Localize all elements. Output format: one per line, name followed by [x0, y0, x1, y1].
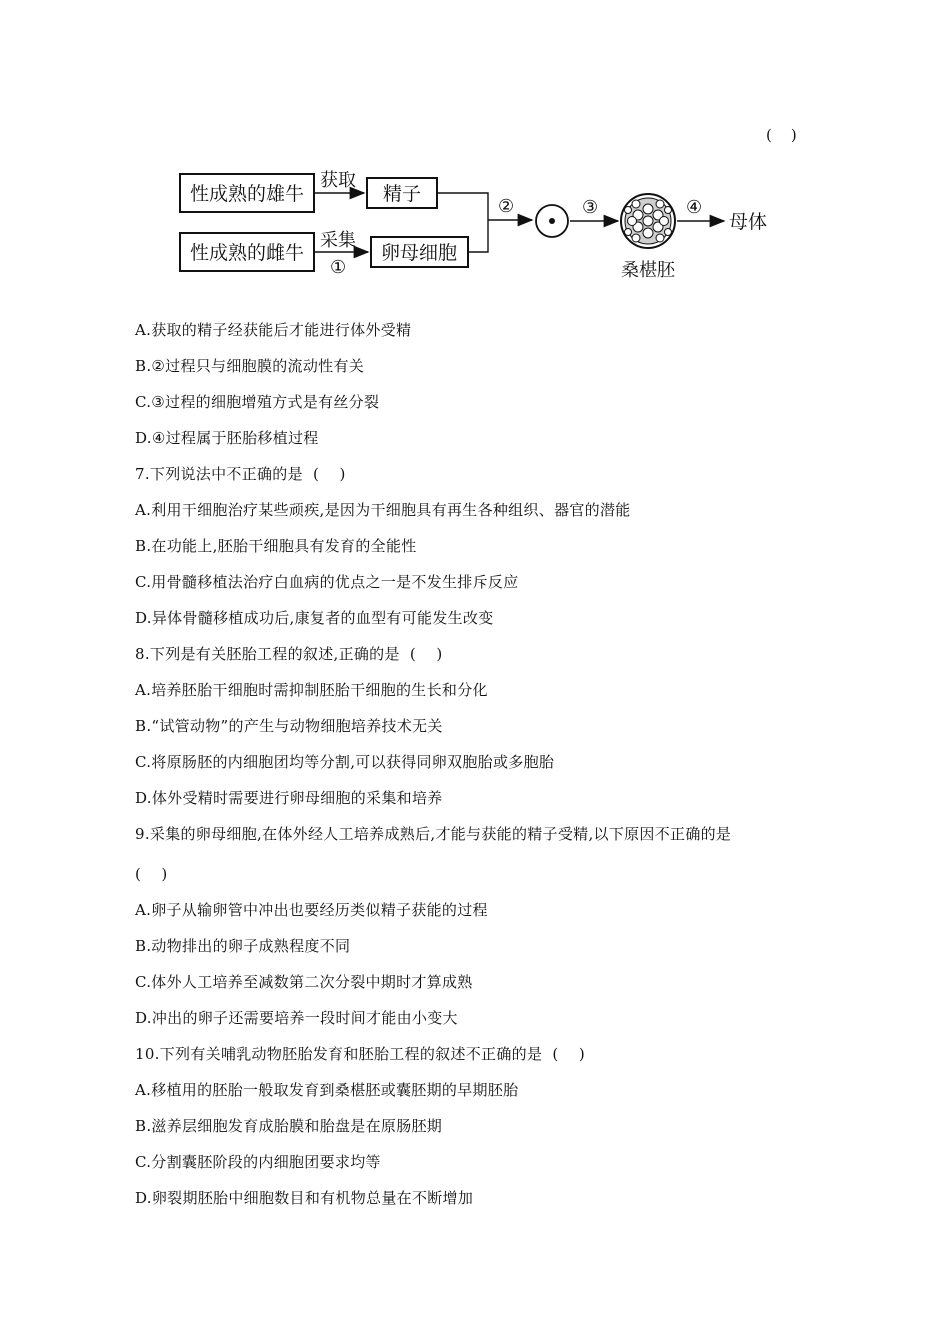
question-9-bracket: ( )	[135, 865, 168, 883]
question-7: 7.下列说法中不正确的是 ( )	[135, 465, 346, 483]
option-line: A.利用干细胞治疗某些顽疾,是因为干细胞具有再生各种组织、器官的潜能	[135, 501, 631, 519]
mother-label: 母体	[729, 211, 768, 233]
option-line: B.动物排出的卵子成熟程度不同	[135, 937, 351, 955]
step-2-label: ②	[498, 196, 515, 217]
question-8: 8.下列是有关胚胎工程的叙述,正确的是 ( )	[135, 645, 443, 663]
obtain-label: 获取	[320, 170, 356, 191]
step-3-label: ③	[582, 197, 599, 218]
step-4-label: ④	[686, 197, 703, 218]
question-9: 9.采集的卵母细胞,在体外经人工培养成熟后,才能与获能的精子受精,以下原因不正确的是	[135, 825, 732, 843]
zygote-nucleus	[549, 218, 555, 224]
option-line: C.分割囊胚阶段的内细胞团要求均等	[135, 1153, 381, 1171]
female-cattle-label: 性成熟的雌牛	[189, 242, 305, 264]
option-line: C.用骨髓移植法治疗白血病的优点之一是不发生排斥反应	[135, 573, 519, 591]
collect-label: 采集	[320, 230, 356, 251]
option-line: C.体外人工培养至减数第二次分裂中期时才算成熟	[135, 973, 473, 991]
option-line: D.体外受精时需要进行卵母细胞的采集和培养	[135, 789, 443, 807]
option-line: B.“试管动物”的产生与动物细胞培养技术无关	[135, 717, 443, 735]
morula-icon	[621, 194, 675, 248]
oocyte-label: 卵母细胞	[380, 242, 458, 264]
step-1-label: ①	[330, 257, 347, 278]
option-line: B.②过程只与细胞膜的流动性有关	[135, 357, 365, 375]
sperm-label: 精子	[382, 183, 422, 205]
option-line: B.在功能上,胚胎干细胞具有发育的全能性	[135, 537, 417, 555]
option-line: C.③过程的细胞增殖方式是有丝分裂	[135, 393, 380, 411]
morula-label: 桑椹胚	[621, 260, 675, 281]
option-line: B.滋养层细胞发育成胎膜和胎盘是在原肠胚期	[135, 1117, 443, 1135]
option-line: D.④过程属于胚胎移植过程	[135, 429, 319, 447]
option-line: A.获取的精子经获能后才能进行体外受精	[135, 321, 412, 339]
option-line: A.卵子从输卵管中冲出也要经历类似精子获能的过程	[135, 901, 488, 919]
option-line: C.将原肠胚的内细胞团均等分割,可以获得同卵双胞胎或多胞胎	[135, 753, 555, 771]
male-cattle-label: 性成熟的雄牛	[189, 183, 305, 205]
option-line: A.培养胚胎干细胞时需抑制胚胎干细胞的生长和分化	[135, 681, 488, 699]
answer-bracket: ( )	[766, 126, 797, 144]
option-line: D.异体骨髓移植成功后,康复者的血型有可能发生改变	[135, 609, 494, 627]
option-line: D.冲出的卵子还需要培养一段时间才能由小变大	[135, 1009, 458, 1027]
embryo-engineering-diagram	[170, 160, 810, 290]
option-line: D.卵裂期胚胎中细胞数目和有机物总量在不断增加	[135, 1189, 474, 1207]
option-line: A.移植用的胚胎一般取发育到桑椹胚或囊胚期的早期胚胎	[135, 1081, 519, 1099]
question-10: 10.下列有关哺乳动物胚胎发育和胚胎工程的叙述不正确的是 ( )	[135, 1045, 585, 1063]
